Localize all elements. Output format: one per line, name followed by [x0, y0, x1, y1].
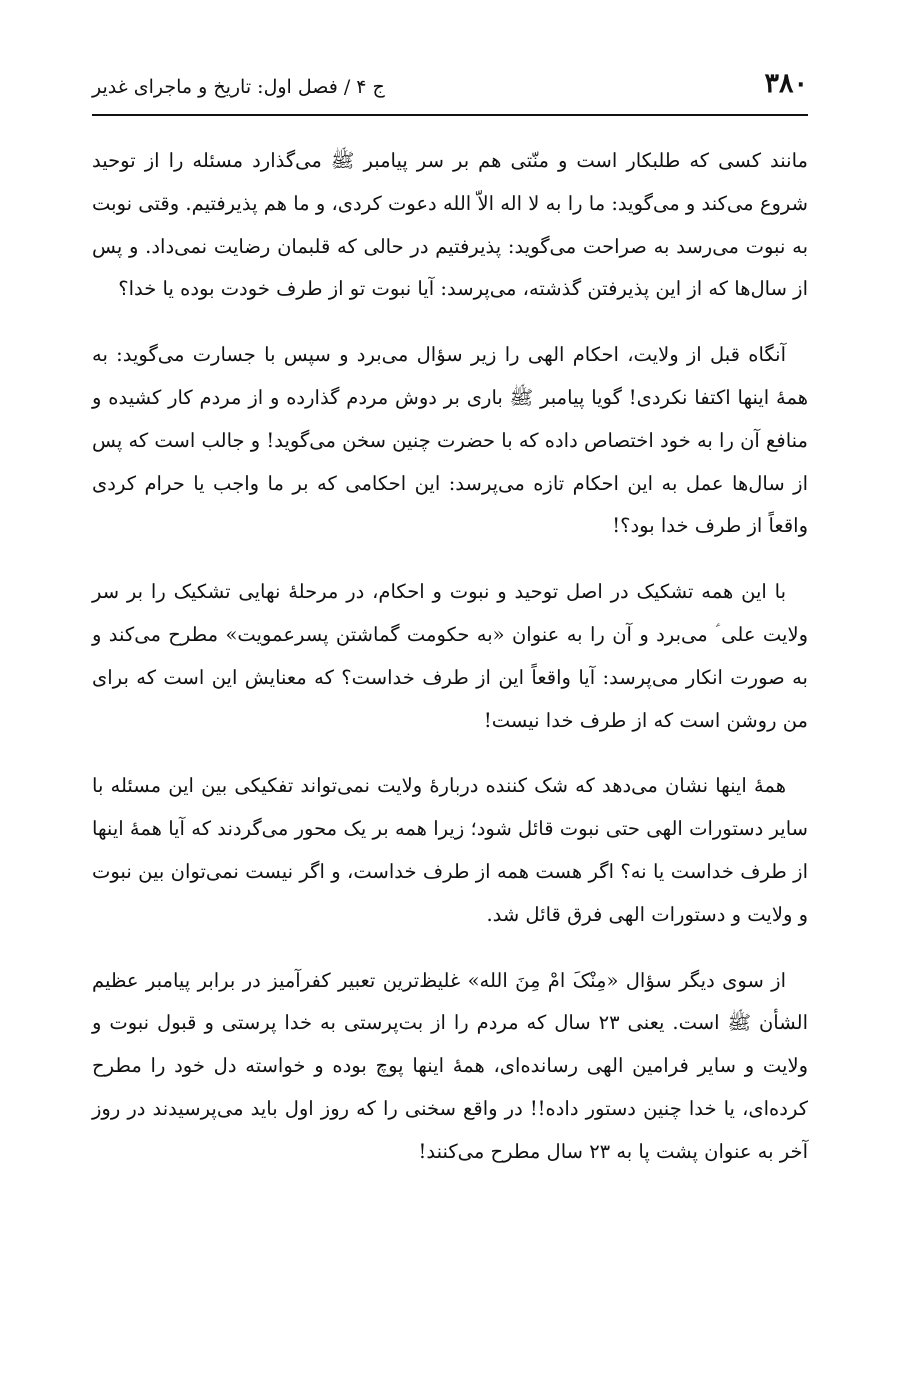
page-header: [92, 66, 808, 110]
running-head: ج ۴ / فصل اول: تاریخ و ماجرای غدیر: [92, 76, 385, 98]
paragraph: با این همه تشکیک در اصل توحید و نبوت و احکام، در مرحلهٔ نهایی تشکیک را بر سر ولایت علی ؑ می‌برد و آن را به عنوان «به حکومت گماشتن پسرعمویت» مطرح می‌کند و به صورت انکار می‌پرسد: آیا واقعاً این از طرف خداست؟ که معنایش این است که برای من روشن است که از طرف خدا نیست!: [92, 580, 808, 732]
header-rule: [92, 114, 808, 116]
paragraph: از سوی دیگر سؤال «مِنْکَ امْ مِنَ الله» غلیظ‌ترین تعبیر کفرآمیز در برابر پیامبر عظیم الشأن ﷺ است. یعنی ۲۳ سال که مردم را از بت‌پرستی به خدا پرستی و قبول نبوت و ولایت و سایر فرامین الهی رسانده‌ای، همهٔ اینها پوچ بوده و خواسته دل خود را مطرح کرده‌ای، یا خدا چنین دستور داده!! در واقع سخنی را که روز اول باید می‌پرسیدند در روز آخر به عنوان پشت پا به ۲۳ سال مطرح می‌کنند!: [92, 968, 808, 1163]
page-number: ۳۸۰: [764, 68, 808, 99]
paragraph: همهٔ اینها نشان می‌دهد که شک کننده دربارهٔ ولایت نمی‌تواند تفکیکی بین این مسئله با سایر دستورات الهی حتی نبوت قائل شود؛ زیرا همه بر یک محور می‌گردند که آیا همهٔ اینها از طرف خداست یا نه؟ اگر هست همه از طرف خداست، و اگر نیست نمی‌توان بین نبوت و ولایت و دستورات الهی فرق قائل شد.: [92, 774, 808, 926]
paragraph: آنگاه قبل از ولایت، احکام الهی را زیر سؤال می‌برد و سپس با جسارت می‌گوید: به همهٔ اینها اکتفا نکردی! گویا پیامبر ﷺ باری بر دوش مردم گذارده و از مردم کار کشیده و منافع آن را به خود اختصاص داده که با حضرت چنین سخن می‌گوید! و جالب است که پس از سال‌ها عمل به این احکام تازه می‌پرسد: این احکامی که بر ما واجب یا حرام کردی واقعاً از طرف خدا بود؟!: [91, 343, 808, 538]
paragraph: مانند کسی که طلبکار است و منّتی هم بر سر پیامبر ﷺ می‌گذارد مسئله را از توحید شروع می‌کند و می‌گوید: ما را به لا اله الاّ الله دعوت کردی، و ما هم پذیرفتیم. وقتی نوبت به نبوت می‌رسد به صراحت می‌گوید: پذیرفتیم در حالی که قلبمان رضایت نمی‌داد. و پس از سال‌ها که از این پذیرفتن گذشته، می‌پرسد: آیا نبوت تو از طرف خودت بوده یا خدا؟: [92, 149, 808, 301]
body-text: [92, 140, 808, 1197]
